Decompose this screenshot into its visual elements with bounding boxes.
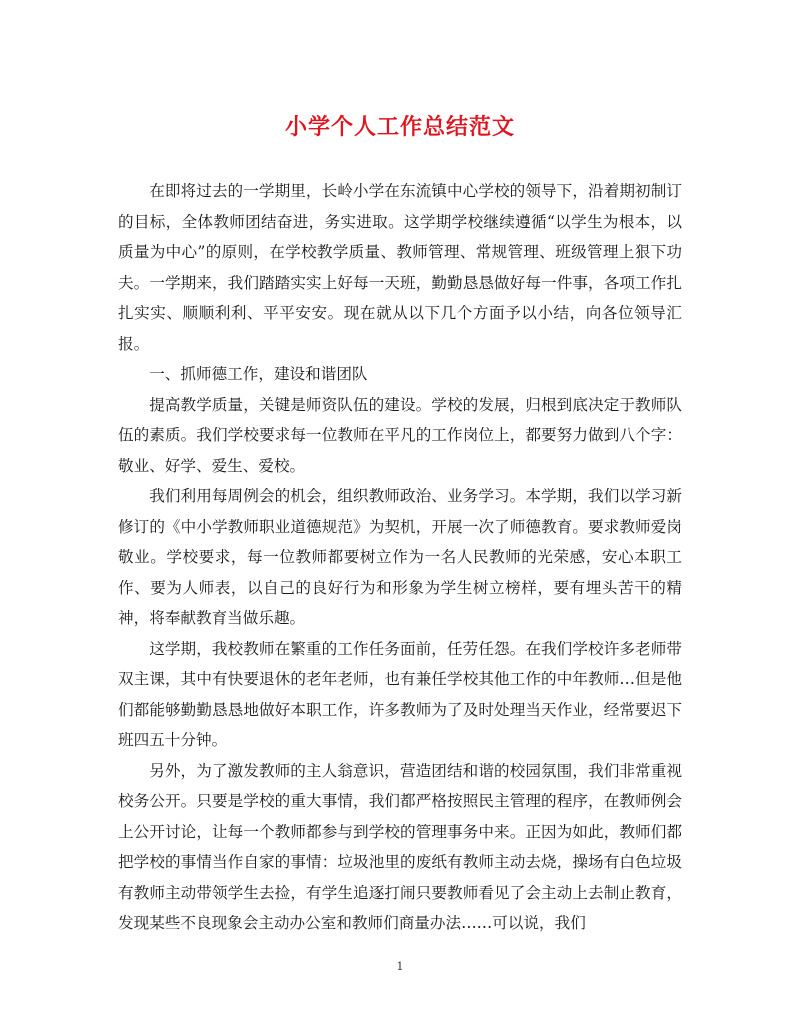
paragraph: 另外，为了激发教师的主人翁意识，营造团结和谐的校园氛围，我们非常重视校务公开。只要是学校的重大事情，我们都严格按照民主管理的程序，在教师例会上公开讨论，让每一个教师都参与到学校的管理事务中来。正因为如此，教师们都把学校的事情当作自家的事情：垃圾池里的废纸有教师主动去烧，操场有白色垃圾有教师主动带领学生去捡，有学生追逐打闹只要教师看见了会主动上去制止教育，发现某些不良现象会主动办公室和教师们商量办法……可以说，我们 xyxy=(118,761,682,932)
document-title: 小学个人工作总结范文 xyxy=(284,114,515,140)
document-body xyxy=(118,176,682,939)
paragraph: 提高教学质量，关键是师资队伍的建设。学校的发展，归根到底决定于教师队伍的素质。我们学校要求每一位教师在平凡的工作岗位上，都要努力做到八个字：敬业、好学、爱生、爱校。 xyxy=(118,395,682,475)
paragraph: 我们利用每周例会的机会，组织教师政治、业务学习。本学期，我们以学习新修订的《中小学教师职业道德规范》为契机，开展一次了师德教育。要求教师爱岗敬业。学校要求，每一位教师都要树立作为一名人民教师的光荣感，安心本职工作、要为人师表，以自己的良好行为和形象为学生树立榜样，要有埋头苦干的精神，将奉献教育当做乐趣。 xyxy=(118,487,682,627)
page-number: 1 xyxy=(396,960,404,973)
paragraph-intro: 在即将过去的一学期里，长岭小学在东流镇中心学校的领导下，沿着期初制订的目标，全体教师团结奋进，务实进取。这学期学校继续遵循“以学生为根本，以质量为中心”的原则，在学校教学质量、教师管理、常规管理、班级管理上狠下功夫。一学期来，我们踏踏实实上好每一天班，勤勤恳恳做好每一件事，各项工作扎扎实实、顺顺利利、平平安安。现在就从以下几个方面予以小结，向各位领导汇报。 xyxy=(118,182,682,353)
paragraph: 这学期，我校教师在繁重的工作任务面前，任劳任怨。在我们学校许多老师带双主课，其中有快要退休的老年老师，也有兼任学校其他工作的中年教师…但是他们都能够勤勤恳恳地做好本职工作，许多教师为了及时处理当天作业，经常要迟下班四五十分钟。 xyxy=(118,639,682,749)
section-heading: 一、抓师德工作，建设和谐团队 xyxy=(149,365,368,383)
